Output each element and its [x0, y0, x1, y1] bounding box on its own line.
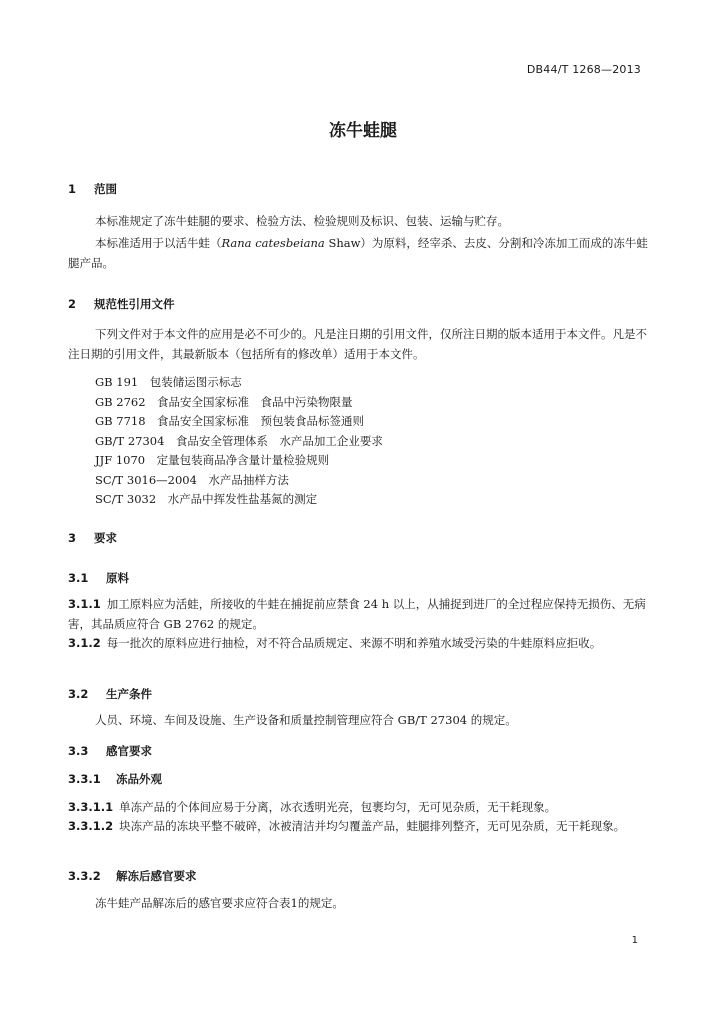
- reference-item: JJF 1070 定量包装商品净含量计量检验规则: [95, 453, 330, 467]
- document-title: 冻牛蛙腿: [329, 121, 397, 141]
- clause-number: 3.3.1.1: [68, 800, 114, 814]
- clause-text: 加工原料应为活蛙，所接收的牛蛙在捕捉前应禁食 24 h 以上，从捕捉到进厂的全过程应保持无损伤、无病害，其品质应符合 GB 2762 的规定。: [68, 597, 646, 631]
- section-number: 3.3.1: [68, 772, 101, 786]
- section-title: 生产条件: [106, 687, 153, 701]
- reference-item: SC/T 3016—2004 水产品抽样方法: [95, 473, 289, 487]
- subsection-heading-frozen-appearance: [68, 771, 162, 787]
- reference-item: GB 2762 食品安全国家标准 食品中污染物限量: [95, 395, 353, 409]
- clause: [68, 816, 658, 836]
- section-number: 3.3: [68, 744, 89, 758]
- subsection-heading-production-conditions: [68, 686, 152, 702]
- section-number: 2: [68, 297, 77, 311]
- clause-text: 每一批次的原料应进行抽检，对不符合品质规定、来源不明和养殖水域受污染的牛蛙原料应拒收。: [106, 636, 602, 650]
- reference-item: GB/T 27304 食品安全管理体系 水产品加工企业要求: [95, 434, 383, 448]
- reference-item: GB 7718 食品安全国家标准 预包装食品标签通则: [95, 414, 365, 428]
- standard-code: DB44/T 1268—2013: [526, 63, 641, 76]
- clause: [68, 633, 658, 653]
- section-title: 感官要求: [106, 744, 153, 758]
- clause: [68, 594, 658, 634]
- paragraph: 本标准规定了冻牛蛙腿的要求、检验方法、检验规则及标识、包装、运输与贮存。: [95, 214, 509, 228]
- section-heading-scope: [68, 181, 117, 197]
- section-title: 解冻后感官要求: [116, 869, 197, 883]
- paragraph: 人员、环境、车间及设施、生产设备和质量控制管理应符合 GB/T 27304 的规定。: [95, 713, 517, 727]
- section-title: 范围: [94, 182, 118, 196]
- section-number: 1: [68, 182, 77, 196]
- paragraph: [68, 233, 658, 273]
- clause-text: 块冻产品的冻块平整不破碎，冰被清洁并均匀覆盖产品，蛙腿排列整齐，无可见杂质，无干耗现象。: [119, 819, 626, 833]
- subsection-heading-post-thaw-sensory: [68, 868, 197, 884]
- clause-number: 3.1.2: [68, 636, 101, 650]
- clause-number: 3.3.1.2: [68, 819, 114, 833]
- section-heading-requirements: [68, 530, 117, 546]
- subsection-heading-raw-materials: [68, 570, 129, 586]
- section-heading-normative-references: [68, 296, 175, 312]
- page-number: 1: [631, 935, 638, 946]
- section-title: 规范性引用文件: [94, 297, 175, 311]
- subsection-heading-sensory-requirements: [68, 743, 152, 759]
- section-title: 冻品外观: [116, 772, 163, 786]
- text-run: 本标准适用于以活牛蛙（: [95, 236, 222, 250]
- clause-text: 单冻产品的个体间应易于分离，冰衣透明光亮，包裹均匀，无可见杂质，无干耗现象。: [119, 800, 557, 814]
- section-number: 3.3.2: [68, 869, 101, 883]
- paragraph: 冻牛蛙产品解冻后的感官要求应符合表1的规定。: [95, 896, 344, 910]
- section-number: 3.1: [68, 571, 89, 585]
- section-title: 原料: [106, 571, 130, 585]
- section-number: 3: [68, 531, 77, 545]
- section-number: 3.2: [68, 687, 89, 701]
- species-name: Rana catesbeiana: [221, 236, 325, 250]
- reference-item: GB 191 包装储运图示标志: [95, 375, 242, 389]
- reference-item: SC/T 3032 水产品中挥发性盐基氮的测定: [95, 492, 318, 506]
- clause-number: 3.1.1: [68, 597, 101, 611]
- section-title: 要求: [94, 531, 118, 545]
- text-run: Shaw）为原料，经宰杀、去皮、分割和冷冻加工而成的冻牛蛙腿产品。: [68, 236, 648, 270]
- clause: [68, 797, 556, 817]
- paragraph: 下列文件对于本文件的应用是必不可少的。凡是注日期的引用文件，仅所注日期的版本适用于本文件。凡是不注日期的引用文件，其最新版本（包括所有的修改单）适用于本文件。: [68, 327, 647, 361]
